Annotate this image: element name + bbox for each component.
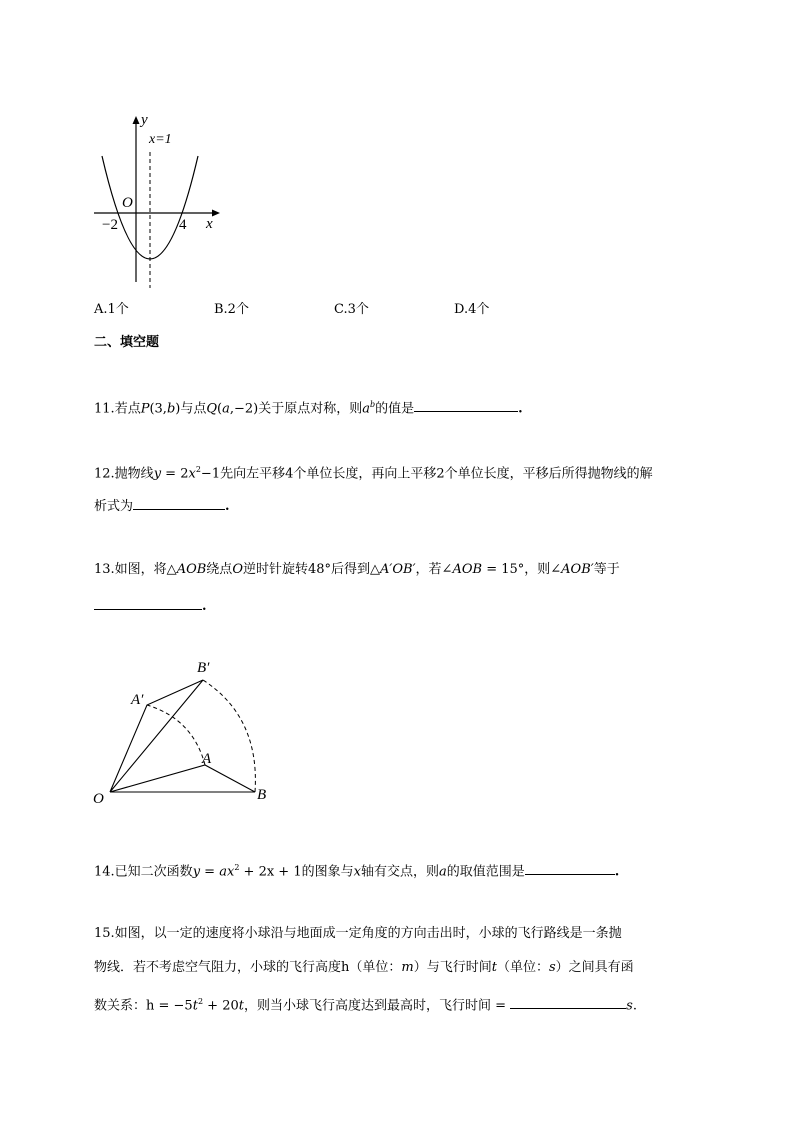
option-d: D.4个 bbox=[454, 302, 490, 317]
rotation-figure bbox=[88, 655, 278, 815]
section-heading: 二、填空题 bbox=[94, 335, 160, 350]
x-axis-arrow bbox=[212, 210, 220, 217]
y-axis-arrow bbox=[133, 116, 140, 124]
label-b-prime: B′ bbox=[197, 660, 210, 676]
option-b: B.2个 bbox=[214, 302, 249, 317]
question-13-line-1: 13.如图，将△AOB绕点O逆时针旋转48°后得到△A′OB′，若∠AOB = 15°，则∠AOB′等于 bbox=[94, 562, 620, 577]
root-right-label: 4 bbox=[179, 217, 187, 233]
label-o: O bbox=[93, 791, 104, 807]
root-left-label: −2 bbox=[102, 217, 118, 233]
x-label: x bbox=[206, 216, 213, 232]
answer-blank-11[interactable] bbox=[414, 399, 518, 412]
answer-blank-13[interactable] bbox=[94, 597, 202, 610]
symmetry-label: x=1 bbox=[149, 132, 172, 147]
arc-b bbox=[203, 680, 255, 792]
question-13-line-2: . bbox=[94, 597, 207, 615]
origin-label: O bbox=[122, 195, 133, 211]
answer-blank-12[interactable] bbox=[133, 497, 225, 510]
arc-a bbox=[147, 705, 205, 765]
y-label: y bbox=[141, 112, 148, 128]
question-15-line-2: 物线．若不考虑空气阻力，小球的飞行高度h（单位：m）与飞行时间t（单位：s）之间具有函 bbox=[94, 960, 634, 975]
question-11: 11.若点P(3,b)与点Q(a,−2)关于原点对称，则$a^b$的值是 . bbox=[94, 400, 523, 417]
question-12-line-1: 12.抛物线$y = 2x^2-1$先向左平移4个单位长度，再向上平移2个单位长度，平移后所得抛物线的解 bbox=[94, 465, 653, 482]
question-15-line-1: 15.如图，以一定的速度将小球沿与地面成一定角度的方向击出时，小球的飞行路线是一条抛 bbox=[94, 926, 622, 941]
answer-blank-15[interactable] bbox=[510, 996, 626, 1009]
triangle-aob-prime bbox=[110, 680, 203, 792]
label-a: A bbox=[202, 751, 212, 767]
option-c: C.3个 bbox=[334, 302, 369, 317]
option-a: A.1个 bbox=[94, 302, 129, 317]
parabola-graph bbox=[88, 110, 228, 288]
question-14: 14.已知二次函数$y = ax^2 + 2x + 1$的图象与x轴有交点，则a的取值范围是 . bbox=[94, 863, 620, 880]
triangle-aob bbox=[110, 765, 255, 792]
answer-blank-14[interactable] bbox=[525, 862, 615, 875]
question-15-line-3: 数关系：$h = -5t^2 + 20t$，则当小球飞行高度达到最高时，飞行时间 = s. bbox=[94, 997, 637, 1014]
label-b: B bbox=[257, 787, 267, 803]
label-a-prime: A′ bbox=[131, 692, 144, 708]
question-12-line-2: 析式为 . bbox=[94, 499, 230, 514]
